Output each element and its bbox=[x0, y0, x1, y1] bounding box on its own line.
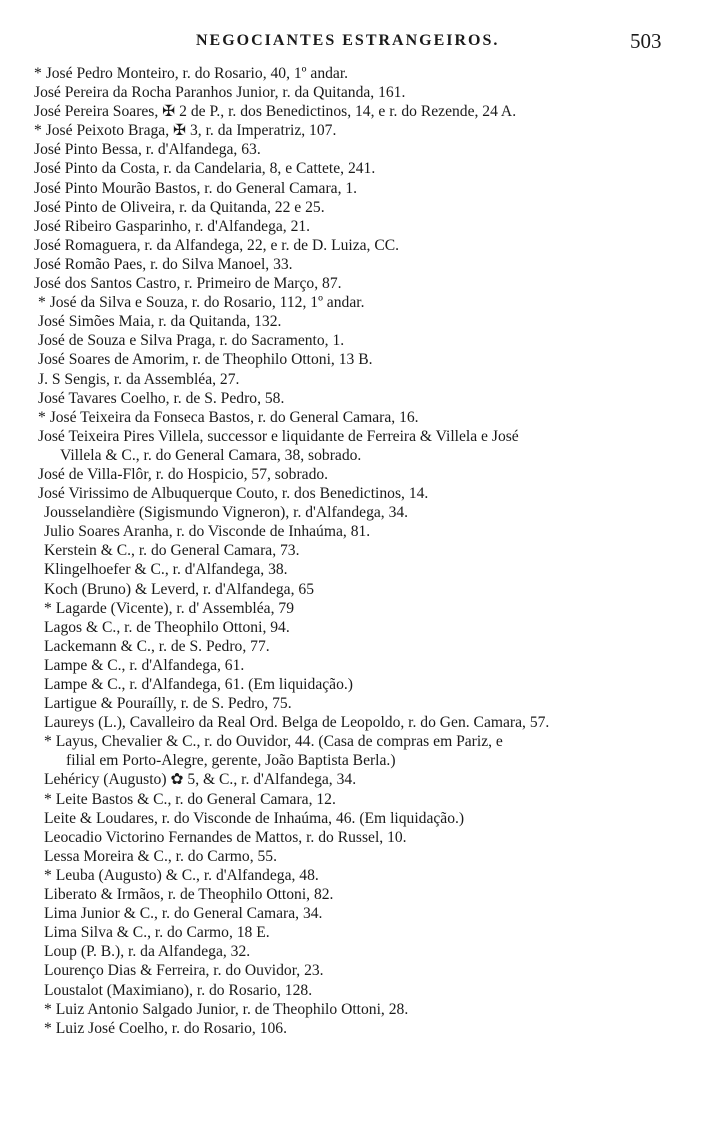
entry-text: * Layus, Chevalier & C., r. do Ouvidor, 44. (Casa de compras em Pariz, e bbox=[44, 733, 503, 751]
entry-text: * Luiz Antonio Salgado Junior, r. de Theophilo Ottoni, 28. bbox=[44, 1000, 409, 1018]
entry-text: José Pinto de Oliveira, r. da Quitanda, 22 e 25. bbox=[34, 198, 325, 216]
directory-entry bbox=[34, 179, 689, 198]
entry-text: Liberato & Irmãos, r. de Theophilo Ottoni, 82. bbox=[44, 886, 334, 904]
entry-text: José Virissimo de Albuquerque Couto, r. dos Benedictinos, 14. bbox=[38, 485, 429, 503]
directory-entry bbox=[34, 293, 689, 312]
directory-entry bbox=[34, 713, 689, 732]
directory-entry bbox=[34, 408, 689, 427]
directory-entry bbox=[34, 770, 689, 789]
entry-text: Loup (P. B.), r. da Alfandega, 32. bbox=[44, 943, 251, 961]
entry-text: Leite & Loudares, r. do Visconde de Inhaúma, 46. (Em liquidação.) bbox=[44, 809, 465, 827]
entry-text: José dos Santos Castro, r. Primeiro de Março, 87. bbox=[34, 275, 342, 293]
directory-entry bbox=[34, 885, 689, 904]
directory-entry bbox=[34, 102, 689, 121]
entry-text: José Tavares Coelho, r. de S. Pedro, 58. bbox=[38, 389, 285, 407]
entry-text: José Pinto Mourão Bastos, r. do General Camara, 1. bbox=[34, 179, 358, 197]
entry-text: Lehéricy (Augusto) ✿ 5, & C., r. d'Alfandega, 34. bbox=[44, 771, 357, 789]
entry-text: José Ribeiro Gasparinho, r. d'Alfandega, 21. bbox=[34, 217, 311, 235]
directory-entry bbox=[34, 942, 689, 961]
directory-entry bbox=[34, 198, 689, 217]
directory-entry bbox=[34, 465, 689, 484]
entry-text: José Romão Paes, r. do Silva Manoel, 33. bbox=[34, 255, 293, 273]
entry-text: José Pinto da Costa, r. da Candelaria, 8, e Cattete, 241. bbox=[34, 160, 376, 178]
entry-text: Julio Soares Aranha, r. do Visconde de Inhaúma, 81. bbox=[44, 523, 371, 541]
directory-entry bbox=[34, 484, 689, 503]
directory-entry bbox=[34, 809, 689, 828]
directory-entry bbox=[34, 904, 689, 923]
entry-continuation: filial em Porto-Alegre, gerente, João Baptista Berla.) bbox=[66, 752, 396, 770]
entry-text: Lima Silva & C., r. do Carmo, 18 E. bbox=[44, 924, 270, 942]
directory-entry bbox=[34, 541, 689, 560]
entry-text: José Soares de Amorim, r. de Theophilo Ottoni, 13 B. bbox=[38, 351, 373, 369]
directory-entry bbox=[34, 389, 689, 408]
directory-entry bbox=[34, 694, 689, 713]
directory-entry bbox=[34, 847, 689, 866]
entry-text: * Lagarde (Vicente), r. d' Assembléa, 79 bbox=[44, 599, 294, 617]
entry-text: José Simões Maia, r. da Quitanda, 132. bbox=[38, 313, 282, 331]
directory-entry bbox=[34, 580, 689, 599]
entry-text: Leocadio Victorino Fernandes de Mattos, r. do Russel, 10. bbox=[44, 828, 407, 846]
directory-entry bbox=[34, 790, 689, 809]
directory-entry bbox=[34, 370, 689, 389]
directory-entry bbox=[34, 64, 689, 83]
directory-entry bbox=[34, 961, 689, 980]
entry-text: Laureys (L.), Cavalleiro da Real Ord. Belga de Leopoldo, r. do Gen. Camara, 57. bbox=[44, 714, 550, 732]
entry-text: José Romaguera, r. da Alfandega, 22, e r. de D. Luiza, CC. bbox=[34, 236, 400, 254]
directory-entry bbox=[34, 1000, 689, 1019]
entry-text: José de Villa-Flôr, r. do Hospicio, 57, sobrado. bbox=[38, 465, 329, 483]
directory-entry bbox=[34, 274, 689, 293]
entry-continuation: Villela & C., r. do General Camara, 38, sobrado. bbox=[60, 446, 362, 464]
entry-text: * Leuba (Augusto) & C., r. d'Alfandega, 48. bbox=[44, 866, 319, 884]
directory-entry bbox=[34, 312, 689, 331]
directory-entry bbox=[34, 159, 689, 178]
entry-text: José Teixeira Pires Villela, successor e liquidante de Ferreira & Villela e José bbox=[38, 427, 519, 445]
entry-text: Lampe & C., r. d'Alfandega, 61. bbox=[44, 656, 245, 674]
entry-text: Kerstein & C., r. do General Camara, 73. bbox=[44, 542, 300, 560]
directory-entry bbox=[34, 675, 689, 694]
directory-entry bbox=[34, 522, 689, 541]
directory-entry bbox=[34, 255, 689, 274]
entry-text: * José Teixeira da Fonseca Bastos, r. do General Camara, 16. bbox=[38, 408, 419, 426]
directory-entry bbox=[34, 350, 689, 369]
entry-text: Loustalot (Maximiano), r. do Rosario, 128. bbox=[44, 981, 313, 999]
entry-text: Lima Junior & C., r. do General Camara, 34. bbox=[44, 905, 323, 923]
entry-text: Lourenço Dias & Ferreira, r. do Ouvidor, 23. bbox=[44, 962, 324, 980]
directory-entry bbox=[34, 637, 689, 656]
entry-text: Jousselandière (Sigismundo Vigneron), r. d'Alfandega, 34. bbox=[44, 504, 409, 522]
directory-entry bbox=[34, 503, 689, 522]
directory-entry bbox=[34, 1019, 689, 1038]
entry-text: * José Peixoto Braga, ✠ 3, r. da Imperatriz, 107. bbox=[34, 122, 337, 140]
directory-entry bbox=[34, 140, 689, 159]
directory-entry bbox=[34, 331, 689, 350]
entry-list bbox=[34, 64, 689, 1038]
directory-entry bbox=[34, 923, 689, 942]
directory-entry bbox=[34, 217, 689, 236]
directory-entry bbox=[34, 599, 689, 618]
directory-entry bbox=[34, 560, 689, 579]
entry-text: * Luiz José Coelho, r. do Rosario, 106. bbox=[44, 1019, 287, 1037]
entry-text: J. S Sengis, r. da Assembléa, 27. bbox=[38, 370, 240, 388]
directory-entry bbox=[34, 866, 689, 885]
entry-text: Lagos & C., r. de Theophilo Ottoni, 94. bbox=[44, 618, 290, 636]
directory-entry bbox=[34, 981, 689, 1000]
directory-entry bbox=[34, 656, 689, 675]
running-title: NEGOCIANTES ESTRANGEIROS. bbox=[196, 32, 500, 49]
entry-text: Koch (Bruno) & Leverd, r. d'Alfandega, 65 bbox=[44, 580, 314, 598]
entry-text: José Pinto Bessa, r. d'Alfandega, 63. bbox=[34, 141, 261, 159]
entry-text: José de Souza e Silva Praga, r. do Sacramento, 1. bbox=[38, 332, 345, 350]
directory-entry bbox=[34, 236, 689, 255]
entry-text: Lartigue & Pouraílly, r. de S. Pedro, 75. bbox=[44, 695, 292, 713]
entry-text: * Leite Bastos & C., r. do General Camara, 12. bbox=[44, 790, 336, 808]
entry-text: José Pereira da Rocha Paranhos Junior, r. da Quitanda, 161. bbox=[34, 84, 406, 102]
directory-entry bbox=[34, 427, 689, 465]
directory-entry bbox=[34, 828, 689, 847]
entry-text: Lampe & C., r. d'Alfandega, 61. (Em liquidação.) bbox=[44, 676, 353, 693]
entry-text: Lackemann & C., r. de S. Pedro, 77. bbox=[44, 637, 270, 655]
entry-text: Lessa Moreira & C., r. do Carmo, 55. bbox=[44, 847, 277, 865]
page-header bbox=[0, 29, 725, 56]
entry-text: * José Pedro Monteiro, r. do Rosario, 40, 1º andar. bbox=[34, 65, 349, 82]
directory-entry bbox=[34, 618, 689, 637]
directory-entry bbox=[34, 83, 689, 102]
directory-entry bbox=[34, 121, 689, 140]
entry-text: Klingelhoefer & C., r. d'Alfandega, 38. bbox=[44, 561, 288, 579]
directory-entry bbox=[34, 732, 689, 770]
page-number: 503 bbox=[630, 29, 662, 53]
entry-text: * José da Silva e Souza, r. do Rosario, 112, 1º andar. bbox=[38, 294, 365, 312]
entry-text: José Pereira Soares, ✠ 2 de P., r. dos Benedictinos, 14, e r. do Rezende, 24 A. bbox=[34, 103, 517, 121]
